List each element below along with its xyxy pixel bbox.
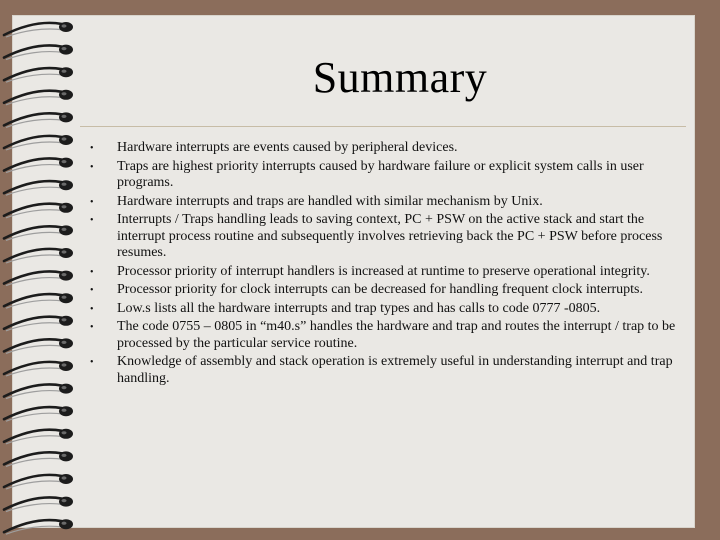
bullet-dot-icon: • bbox=[90, 357, 94, 368]
bullet-dot-icon: • bbox=[90, 285, 94, 296]
bullet-item bbox=[90, 301, 680, 318]
bullet-item bbox=[90, 212, 680, 262]
bullet-dot-icon: • bbox=[90, 322, 94, 333]
bullet-item bbox=[90, 264, 680, 281]
title-divider bbox=[80, 126, 686, 127]
bullet-dot-icon: • bbox=[90, 161, 94, 173]
bullet-text: Processor priority of interrupt handlers is increased at runtime to preserve operational integrity. bbox=[117, 263, 650, 279]
slide-title: Summary bbox=[312, 53, 488, 102]
bullet-text: The code 0755 – 0805 in “m40.s” handles the hardware and trap and routes the interrupt / trap to be processed by the particular service routine. bbox=[117, 319, 676, 351]
bullet-text: Low.s lists all the hardware interrupts and trap types and has calls to code 0777 -0805. bbox=[117, 300, 601, 316]
bullet-text: Traps are highest priority interrupts caused by hardware failure or explicit system calls in user programs. bbox=[117, 158, 644, 190]
bullet-dot-icon: • bbox=[90, 196, 94, 208]
bullet-dot-icon: • bbox=[90, 215, 94, 226]
bullet-text: Hardware interrupts are events caused by peripheral devices. bbox=[117, 140, 458, 155]
bullet-item bbox=[90, 159, 680, 192]
bullet-item bbox=[90, 282, 680, 299]
bullet-text: Processor priority for clock interrupts can be decreased for handling frequent clock interrupts. bbox=[117, 282, 643, 297]
bullet-item bbox=[90, 319, 680, 352]
bullet-item bbox=[90, 140, 680, 157]
bullet-item bbox=[90, 354, 680, 387]
bullet-item bbox=[90, 194, 680, 211]
bullet-dot-icon: • bbox=[90, 266, 94, 278]
bullet-dot-icon: • bbox=[90, 143, 94, 154]
bullet-text: Interrupts / Traps handling leads to saving context, PC + PSW on the active stack and start the interrupt process routine and subsequently involves retrieving back the PC + PSW before process resumes. bbox=[117, 212, 663, 260]
bullet-dot-icon: • bbox=[90, 303, 94, 315]
bullet-list bbox=[90, 140, 680, 389]
bullet-text: Knowledge of assembly and stack operation is extremely useful in understanding interrupt and trap handling. bbox=[117, 354, 673, 386]
bullet-text: Hardware interrupts and traps are handled with similar mechanism by Unix. bbox=[117, 193, 543, 209]
